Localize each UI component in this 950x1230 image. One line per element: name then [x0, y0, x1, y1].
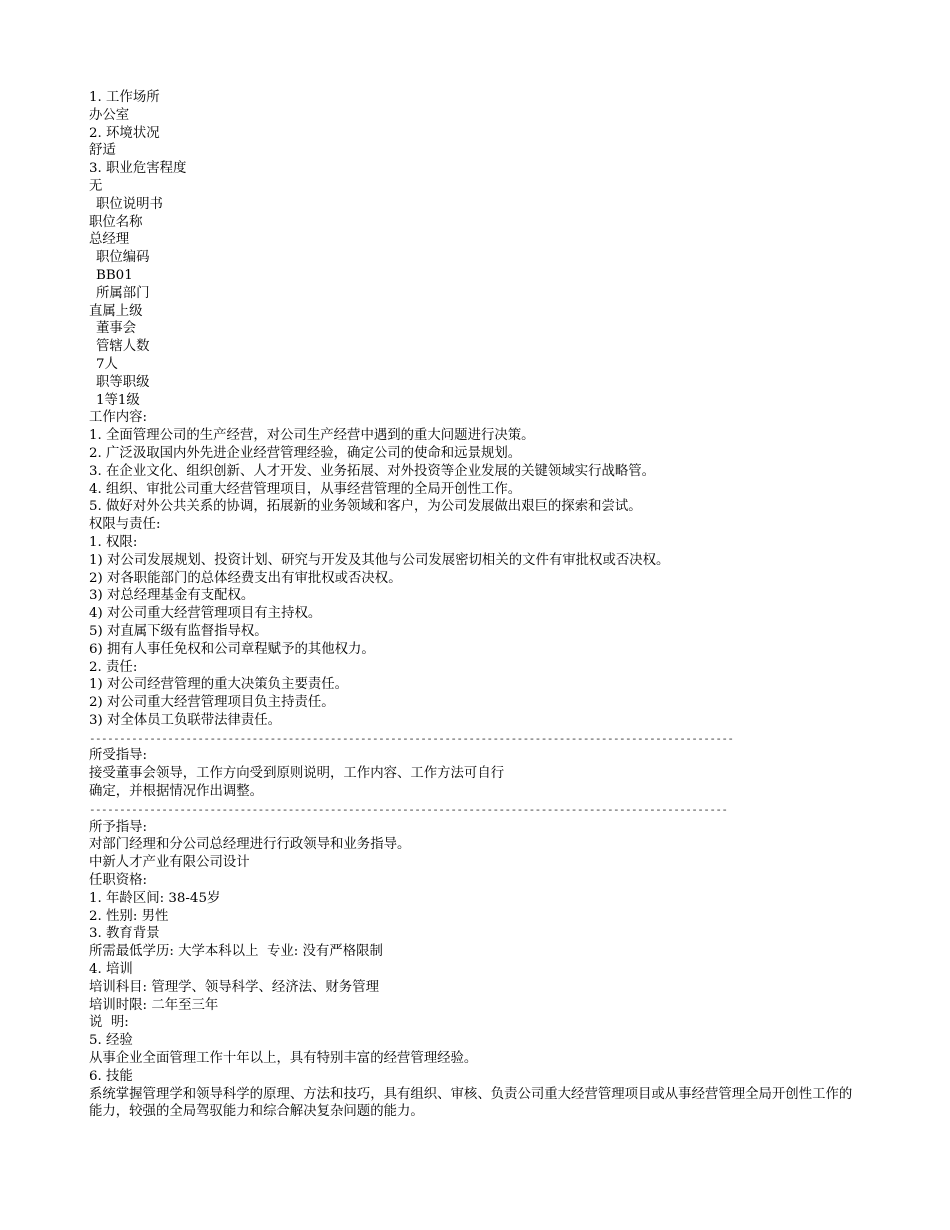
staff-count-label: 管辖人数: [96, 339, 150, 355]
training-heading: 4. 培训: [89, 962, 133, 978]
power-item: 4) 对公司重大经营管理项目有主持权。: [89, 606, 322, 622]
guidance-given-heading: 所予指导:: [89, 819, 148, 835]
superior-value: 董事会: [96, 321, 137, 337]
responsibility-item: 2) 对公司重大经营管理项目负主持责任。: [89, 695, 335, 711]
power-item: 2) 对各职能部门的总体经费支出有审批权或否决权。: [89, 570, 402, 586]
position-name-label: 职位名称: [89, 214, 143, 230]
responsibility-item: 3) 对全体员工负联带法律责任。: [89, 712, 282, 728]
age-range: 1. 年龄区间: 38-45岁: [89, 890, 221, 906]
education-text: 所需最低学历: 大学本科以上 专业: 没有严格限制: [89, 944, 383, 960]
staff-count-value: 7人: [96, 356, 118, 372]
power-item: 5) 对直属下级有监督指导权。: [89, 623, 268, 639]
duty-item: 1. 全面管理公司的生产经营，对公司生产经营中遇到的重大问题进行决策。: [89, 428, 535, 444]
responsibilities-heading: 2. 责任:: [89, 659, 138, 675]
workplace-heading: 1. 工作场所: [89, 90, 160, 105]
job-description-document: [89, 89, 909, 1121]
workplace-value: 办公室: [89, 107, 130, 123]
hazard-value: 无: [89, 178, 103, 194]
grade-value: 1等1级: [96, 392, 140, 408]
duty-item: 5. 做好对外公共关系的协调，拓展新的业务领域和客户，为公司发展做出艰巨的探索和尝试。: [89, 499, 642, 515]
environment-value: 舒适: [89, 143, 116, 159]
gender: 2. 性别: 男性: [89, 908, 169, 924]
guidance-received-text-cont: 确定，并根据情况作出调整。: [89, 784, 264, 800]
power-item: 3) 对总经理基金有支配权。: [89, 588, 255, 604]
guidance-received-text: 接受董事会领导，工作方向受到原则说明，工作内容、工作方法可自行: [89, 766, 505, 782]
training-subjects: 培训科目: 管理学、领导科学、经济法、财务管理: [89, 979, 379, 995]
experience-text: 从事企业全面管理工作十年以上，具有特别丰富的经营管理经验。: [89, 1051, 478, 1067]
skills-heading: 6. 技能: [89, 1068, 133, 1084]
duties-heading: 工作内容:: [89, 410, 148, 426]
training-period: 培训时限: 二年至三年: [89, 997, 219, 1013]
responsibility-item: 1) 对公司经营管理的重大决策负主要责任。: [89, 677, 349, 693]
duty-item: 2. 广泛汲取国内外先进企业经营管理经验，确定公司的使命和远景规划。: [89, 445, 522, 461]
grade-label: 职等职级: [96, 374, 150, 390]
duty-item: 3. 在企业文化、组织创新、人才开发、业务拓展、对外投资等企业发展的关键领域实行战略管。: [89, 463, 656, 479]
divider-dashes: ----------------------------------------------------------------------------------------------------------: [89, 802, 728, 816]
qualifications-heading: 任职资格:: [89, 873, 148, 889]
superior-label: 直属上级: [89, 303, 143, 319]
power-item: 6) 拥有人事任免权和公司章程赋予的其他权力。: [89, 641, 375, 657]
designer-credit: 中新人才产业有限公司设计: [89, 855, 250, 871]
guidance-given-text: 对部门经理和分公司总经理进行行政领导和业务指导。: [89, 837, 411, 853]
education-heading: 3. 教育背景: [89, 926, 160, 942]
guidance-received-heading: 所受指导:: [89, 748, 148, 764]
skills-text: 系统掌握管理学和领导科学的原理、方法和技巧，具有组织、审核、负责公司重大经营管理项目或从事经营管理全局开创性工作的能力，较强的全局驾驭能力和综合解决复杂问题的能力。: [89, 1086, 853, 1120]
position-name-value: 总经理: [89, 232, 130, 248]
department-label: 所属部门: [96, 285, 150, 301]
note-label: 说 明:: [89, 1015, 129, 1031]
authority-heading: 权限与责任:: [89, 517, 161, 533]
document-title: 职位说明书: [96, 196, 163, 212]
divider-dashes: -----------------------------------------------------------------------------------------------------------: [89, 731, 734, 745]
position-code-value: BB01: [96, 267, 133, 283]
hazard-heading: 3. 职业危害程度: [89, 161, 187, 177]
position-code-label: 职位编码: [96, 250, 150, 266]
environment-heading: 2. 环境状况: [89, 125, 160, 141]
experience-heading: 5. 经验: [89, 1033, 133, 1049]
power-item: 1) 对公司发展规划、投资计划、研究与开发及其他与公司发展密切相关的文件有审批权或否决权。: [89, 552, 670, 568]
powers-heading: 1. 权限:: [89, 534, 138, 550]
duty-item: 4. 组织、审批公司重大经营管理项目，从事经营管理的全局开创性工作。: [89, 481, 522, 497]
